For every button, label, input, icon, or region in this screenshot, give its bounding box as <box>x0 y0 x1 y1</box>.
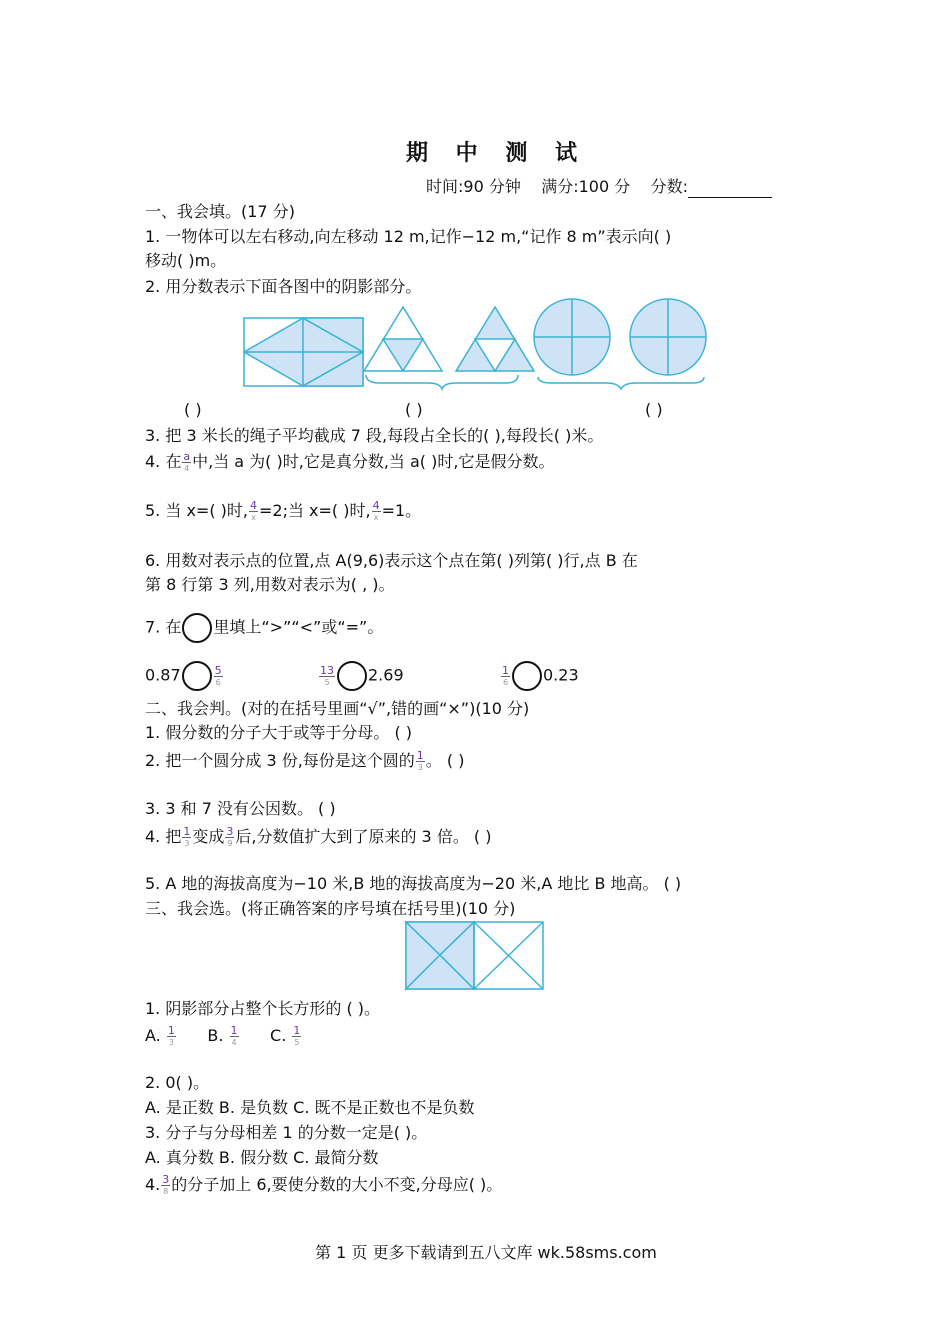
shaded-figures <box>240 295 710 395</box>
s2-q4: 4. 把 $\frac{1}{3}$ 变成 $\frac{3}{9}$ 后,分数值扩大到了原来的 3 倍。 ( ) <box>145 825 492 848</box>
fraction: $\frac{a}{4}$ <box>183 450 191 473</box>
page-title: 期 中 测 试 <box>406 140 587 166</box>
s3-q1-options <box>145 1025 302 1048</box>
s1-q7: 7. 在 里填上“>”“<”或“=”。 <box>145 613 383 643</box>
s1-q4: 4. 在 $\frac{a}{4}$ 中,当 a 为( )时,它是真分数,当 a( )时,它是假分数。 <box>145 450 555 473</box>
option-b[interactable]: B. $\frac{1}{4}$ <box>207 1024 238 1047</box>
s1-q5: 5. 当 x=( )时, $\frac{4}{x}$ =2;当 x=( )时, $\frac{4}{x}$ =1。 <box>145 499 422 522</box>
s3-q4: 4. $\frac{3}{8}$ 的分子加上 6,要使分数的大小不变,分母应( )。 <box>145 1173 503 1196</box>
fraction: $\frac{4}{x}$ <box>249 499 257 522</box>
section-1-heading: 一、我会填。(17 分) <box>145 202 295 221</box>
compare-circle-3[interactable] <box>512 661 542 691</box>
figure-triangle-1 <box>364 307 442 371</box>
time-info: 时间:90 分钟 <box>426 177 521 196</box>
compare-3: $\frac{1}{6}$ 0.23 <box>500 661 579 691</box>
fraction: $\frac{4}{x}$ <box>372 499 380 522</box>
score-blank[interactable] <box>688 181 772 198</box>
compare-1: 0.87 $\frac{5}{6}$ <box>145 661 224 691</box>
s1-q1-line1: 1. 一物体可以左右移动,向左移动 12 m,记作−12 m,“记作 8 m”表示向( ) <box>145 227 672 246</box>
fig-blank-1[interactable]: ( ) <box>184 400 202 419</box>
compare-2: $\frac{13}{5}$ 2.69 <box>318 661 404 691</box>
s3-q2-options: A. 是正数 B. 是负数 C. 既不是正数也不是负数 <box>145 1098 475 1117</box>
header-info <box>426 176 772 198</box>
figure-circle-1 <box>534 299 610 375</box>
s1-q1-line2: 移动( )m。 <box>145 251 227 270</box>
s3-q2: 2. 0( )。 <box>145 1073 210 1092</box>
s3-q1: 1. 阴影部分占整个长方形的 ( )。 <box>145 999 381 1018</box>
s1-q6-line2: 第 8 行第 3 列,用数对表示为( , )。 <box>145 575 395 594</box>
figure-rectangle-rhombus <box>244 318 363 386</box>
s2-q2: 2. 把一个圆分成 3 份,每份是这个圆的 $\frac{1}{3}$ 。 ( ) <box>145 749 465 772</box>
compare-circle <box>182 613 212 643</box>
s1-q3: 3. 把 3 米长的绳子平均截成 7 段,每段占全长的( ),每段长( )米。 <box>145 426 604 445</box>
compare-circle-1[interactable] <box>182 661 212 691</box>
s2-q3: 3. 3 和 7 没有公因数。 ( ) <box>145 799 336 818</box>
figure-triangle-2 <box>456 307 534 371</box>
full-score-info: 满分:100 分 <box>541 177 631 196</box>
s1-q6-line1: 6. 用数对表示点的位置,点 A(9,6)表示这个点在第( )列第( )行,点 B 在 <box>145 551 638 570</box>
figure-circle-2 <box>630 299 706 375</box>
section-3-heading: 三、我会选。(将正确答案的序号填在括号里)(10 分) <box>145 899 516 918</box>
page-footer: 第 1 页 更多下载请到五八文库 wk.58sms.com <box>315 1243 657 1262</box>
s3-q3: 3. 分子与分母相差 1 的分数一定是( )。 <box>145 1123 428 1142</box>
fig-blank-2[interactable]: ( ) <box>405 400 423 419</box>
option-c[interactable]: C. $\frac{1}{5}$ <box>270 1024 301 1047</box>
rectangle-figure <box>404 920 546 992</box>
s1-q2: 2. 用分数表示下面各图中的阴影部分。 <box>145 277 422 296</box>
fig-blank-3[interactable]: ( ) <box>645 400 663 419</box>
s2-q1: 1. 假分数的分子大于或等于分母。 ( ) <box>145 723 413 742</box>
score-label: 分数: <box>650 177 688 196</box>
s2-q5: 5. A 地的海拔高度为−10 米,B 地的海拔高度为−20 米,A 地比 B 地高。 ( ) <box>145 874 682 893</box>
option-a[interactable]: A. $\frac{1}{3}$ <box>145 1024 175 1047</box>
compare-circle-2[interactable] <box>337 661 367 691</box>
section-2-heading: 二、我会判。(对的在括号里画“√”,错的画“×”)(10 分) <box>145 699 530 718</box>
s3-q3-options: A. 真分数 B. 假分数 C. 最简分数 <box>145 1148 379 1167</box>
